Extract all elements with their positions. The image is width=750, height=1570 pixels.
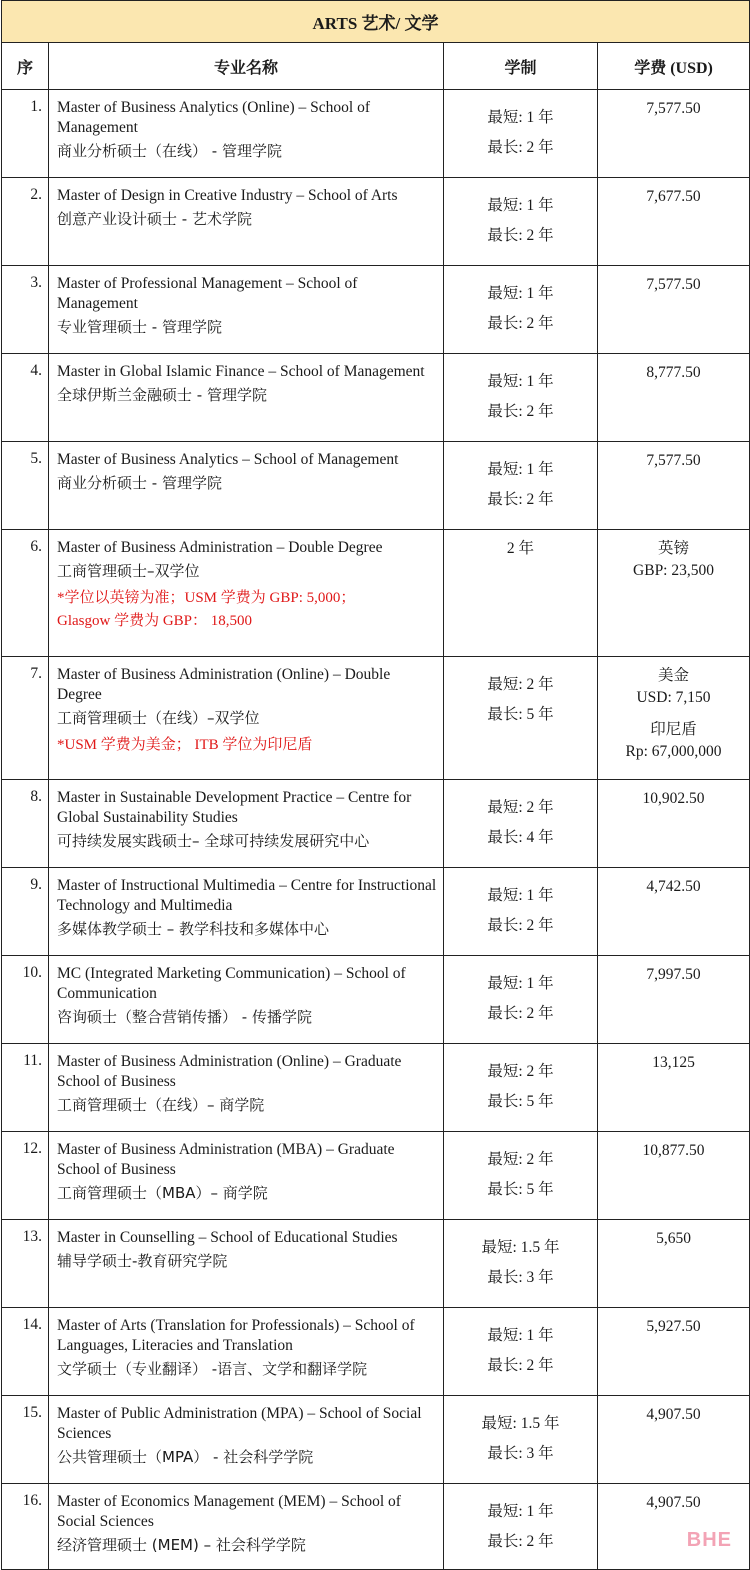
row-seq: 5.	[2, 442, 49, 530]
duration-min: 最短: 2 年	[487, 676, 554, 693]
fee	[598, 90, 750, 178]
fee	[598, 266, 750, 354]
program-name	[49, 266, 444, 354]
fee	[598, 780, 750, 868]
row-seq: 3.	[2, 266, 49, 354]
fee-currency-usd: 美金	[658, 667, 690, 684]
program-name-zh: 商业分析硕士 - 管理学院	[57, 474, 222, 492]
program-name	[49, 868, 444, 956]
table-row	[2, 90, 750, 178]
table-row	[2, 1484, 750, 1570]
duration	[444, 1308, 598, 1396]
program-name-zh: 公共管理硕士（MPA） - 社会科学学院	[57, 1448, 314, 1466]
fee	[598, 1484, 750, 1570]
duration-value: 2 年	[506, 540, 535, 557]
duration-min: 最短: 2 年	[487, 799, 554, 816]
fee	[598, 1220, 750, 1308]
table-row	[2, 868, 750, 956]
table-row	[2, 1220, 750, 1308]
program-name-en: Master of Business Analytics (Online) – School of Management	[57, 99, 370, 136]
fee	[598, 1044, 750, 1132]
program-name-zh: 工商管理硕士（在线）– 商学院	[57, 1096, 265, 1114]
table-row	[2, 657, 750, 780]
duration-min: 最短: 1 年	[487, 197, 554, 214]
program-name	[49, 1484, 444, 1570]
program-name-en: Master in Global Islamic Finance – School of Management	[57, 363, 425, 380]
programs-table	[1, 0, 750, 1570]
watermark-logo: BHE	[686, 1529, 732, 1551]
duration	[444, 354, 598, 442]
duration-max: 最长: 2 年	[487, 917, 554, 934]
duration-min: 最短: 1 年	[487, 461, 554, 478]
duration-max: 最长: 2 年	[487, 1357, 554, 1374]
duration	[444, 868, 598, 956]
program-note	[57, 587, 437, 633]
duration	[444, 530, 598, 657]
program-name	[49, 1132, 444, 1220]
duration	[444, 956, 598, 1044]
table-row	[2, 530, 750, 657]
duration-max: 最长: 3 年	[487, 1269, 554, 1286]
program-name-zh: 工商管理硕士（在线）–双学位	[57, 709, 260, 727]
program-name	[49, 354, 444, 442]
table-row	[2, 354, 750, 442]
duration-max: 最长: 2 年	[487, 1005, 554, 1022]
duration-min: 最短: 1 年	[487, 285, 554, 302]
fee-amount: 7,577.50	[646, 100, 701, 117]
fee-amount-idr: Rp: 67,000,000	[625, 743, 722, 760]
row-seq: 7.	[2, 657, 49, 780]
program-name-zh: 工商管理硕士–双学位	[57, 562, 200, 580]
duration	[444, 1396, 598, 1484]
program-name-zh: 创意产业设计硕士 - 艺术学院	[57, 210, 252, 228]
note-line-2: Glasgow 学费为 GBP： 18,500	[57, 613, 253, 629]
note-line-1: *学位以英镑为准；USM 学费为 GBP: 5,000；	[57, 590, 356, 606]
fee-amount: 7,997.50	[646, 966, 701, 983]
duration-max: 最长: 3 年	[487, 1445, 554, 1462]
row-seq: 13.	[2, 1220, 49, 1308]
fee-amount: 10,902.50	[642, 790, 705, 807]
program-name-en: Master of Economics Management (MEM) – School of Social Sciences	[57, 1493, 401, 1530]
row-seq: 8.	[2, 780, 49, 868]
duration	[444, 1220, 598, 1308]
fee	[598, 868, 750, 956]
table-row	[2, 1308, 750, 1396]
duration-min: 最短: 1 年	[487, 887, 554, 904]
program-name-en: Master of Professional Management – School of Management	[57, 275, 358, 312]
fee-amount: 10,877.50	[642, 1142, 705, 1159]
program-name-en: Master of Business Administration (Online) – Double Degree	[57, 666, 391, 703]
row-seq: 2.	[2, 178, 49, 266]
program-name-zh: 咨询硕士（整合营销传播） - 传播学院	[57, 1008, 312, 1026]
row-seq: 1.	[2, 90, 49, 178]
fee-amount: 5,650	[656, 1230, 691, 1247]
program-name-zh: 全球伊斯兰金融硕士 - 管理学院	[57, 386, 267, 404]
program-name	[49, 530, 444, 657]
duration-min: 最短: 1 年	[487, 975, 554, 992]
duration-min: 最短: 2 年	[487, 1151, 554, 1168]
row-seq: 4.	[2, 354, 49, 442]
program-note: *USM 学费为美金； ITB 学位为印尼盾	[57, 737, 313, 753]
fee-amount: 8,777.50	[646, 364, 701, 381]
fee-amount: 5,927.50	[646, 1318, 701, 1335]
program-name-zh: 可持续发展实践硕士– 全球可持续发展研究中心	[57, 832, 370, 850]
duration-min: 最短: 1.5 年	[481, 1239, 560, 1256]
fee-amount: 7,577.50	[646, 276, 701, 293]
fee	[598, 657, 750, 780]
program-name-zh: 辅导学硕士-教育研究学院	[57, 1252, 228, 1270]
header-duration: 学制	[444, 43, 598, 90]
table-row	[2, 178, 750, 266]
fee	[598, 1396, 750, 1484]
row-seq: 15.	[2, 1396, 49, 1484]
duration	[444, 178, 598, 266]
fee	[598, 1308, 750, 1396]
row-seq: 10.	[2, 956, 49, 1044]
fee-currency: 英镑	[658, 540, 690, 557]
table-row	[2, 780, 750, 868]
row-seq: 11.	[2, 1044, 49, 1132]
table-title-row	[2, 1, 750, 43]
fee-currency-idr: 印尼盾	[650, 721, 697, 738]
program-name	[49, 956, 444, 1044]
program-name	[49, 90, 444, 178]
duration-min: 最短: 1.5 年	[481, 1415, 560, 1432]
program-name	[49, 1396, 444, 1484]
duration	[444, 90, 598, 178]
duration-min: 最短: 1 年	[487, 109, 554, 126]
duration-min: 最短: 1 年	[487, 1503, 554, 1520]
duration-max: 最长: 2 年	[487, 403, 554, 420]
program-name	[49, 1044, 444, 1132]
table-row	[2, 1044, 750, 1132]
program-name	[49, 780, 444, 868]
table-title: ARTS 艺术/ 文学	[2, 1, 750, 43]
program-name-zh: 专业管理硕士 - 管理学院	[57, 318, 222, 336]
program-name-en: Master of Business Administration – Double Degree	[57, 539, 383, 556]
program-name-en: Master of Business Administration (MBA) – Graduate School of Business	[57, 1141, 395, 1178]
fee-amount: 4,742.50	[646, 878, 701, 895]
table-row	[2, 1132, 750, 1220]
fee	[598, 956, 750, 1044]
fee	[598, 178, 750, 266]
duration-max: 最长: 5 年	[487, 706, 554, 723]
program-name-en: Master of Business Analytics – School of Management	[57, 451, 399, 468]
duration-max: 最长: 5 年	[487, 1093, 554, 1110]
fee	[598, 1132, 750, 1220]
duration-max: 最长: 5 年	[487, 1181, 554, 1198]
row-seq: 6.	[2, 530, 49, 657]
fee-amount: 13,125	[652, 1054, 695, 1071]
table-row	[2, 956, 750, 1044]
fee-amount-usd: USD: 7,150	[636, 689, 711, 706]
program-name	[49, 1220, 444, 1308]
program-name-en: Master in Counselling – School of Educational Studies	[57, 1229, 398, 1246]
program-name-en: Master of Instructional Multimedia – Centre for Instructional Technology and Multimedia	[57, 877, 437, 914]
program-name-zh: 商业分析硕士（在线） - 管理学院	[57, 142, 282, 160]
duration-max: 最长: 2 年	[487, 227, 554, 244]
duration-max: 最长: 2 年	[487, 1533, 554, 1550]
program-name-zh: 文学硕士（专业翻译） -语言、文学和翻译学院	[57, 1360, 368, 1378]
header-fee: 学费 (USD)	[598, 43, 750, 90]
duration-max: 最长: 2 年	[487, 491, 554, 508]
duration	[444, 442, 598, 530]
fee-amount: 7,677.50	[646, 188, 701, 205]
duration-min: 最短: 2 年	[487, 1063, 554, 1080]
header-name: 专业名称	[49, 43, 444, 90]
duration	[444, 266, 598, 354]
fee	[598, 354, 750, 442]
program-name-en: Master of Public Administration (MPA) – School of Social Sciences	[57, 1405, 422, 1442]
header-seq: 序	[2, 43, 49, 90]
fee	[598, 442, 750, 530]
fee-amount: 4,907.50	[646, 1406, 701, 1423]
duration-max: 最长: 2 年	[487, 139, 554, 156]
table-row	[2, 1396, 750, 1484]
duration	[444, 1484, 598, 1570]
row-seq: 16.	[2, 1484, 49, 1570]
program-name	[49, 1308, 444, 1396]
duration	[444, 1044, 598, 1132]
duration-max: 最长: 2 年	[487, 315, 554, 332]
program-name	[49, 178, 444, 266]
duration	[444, 1132, 598, 1220]
row-seq: 14.	[2, 1308, 49, 1396]
fee-amount: GBP: 23,500	[633, 562, 714, 579]
program-name-en: Master in Sustainable Development Practice – Centre for Global Sustainability Studies	[57, 789, 412, 826]
duration	[444, 780, 598, 868]
program-name	[49, 442, 444, 530]
program-name-en: Master of Business Administration (Online) – Graduate School of Business	[57, 1053, 402, 1090]
row-seq: 9.	[2, 868, 49, 956]
fee-amount: 4,907.50	[646, 1494, 701, 1511]
program-name-zh: 多媒体教学硕士 – 教学科技和多媒体中心	[57, 920, 330, 938]
program-name-en: Master of Design in Creative Industry – School of Arts	[57, 187, 398, 204]
table-header-row	[2, 43, 750, 90]
duration-max: 最长: 4 年	[487, 829, 554, 846]
program-name	[49, 657, 444, 780]
fee-amount: 7,577.50	[646, 452, 701, 469]
program-name-zh: 工商管理硕士（MBA）– 商学院	[57, 1184, 268, 1202]
table-row	[2, 266, 750, 354]
duration	[444, 657, 598, 780]
program-name-en: MC (Integrated Marketing Communication) – School of Communication	[57, 965, 406, 1002]
program-name-zh: 经济管理硕士 (MEM) – 社会科学学院	[57, 1536, 306, 1554]
duration-min: 最短: 1 年	[487, 1327, 554, 1344]
duration-min: 最短: 1 年	[487, 373, 554, 390]
table-row	[2, 442, 750, 530]
fee	[598, 530, 750, 657]
program-name-en: Master of Arts (Translation for Professionals) – School of Languages, Literacies and Translation	[57, 1317, 415, 1354]
row-seq: 12.	[2, 1132, 49, 1220]
